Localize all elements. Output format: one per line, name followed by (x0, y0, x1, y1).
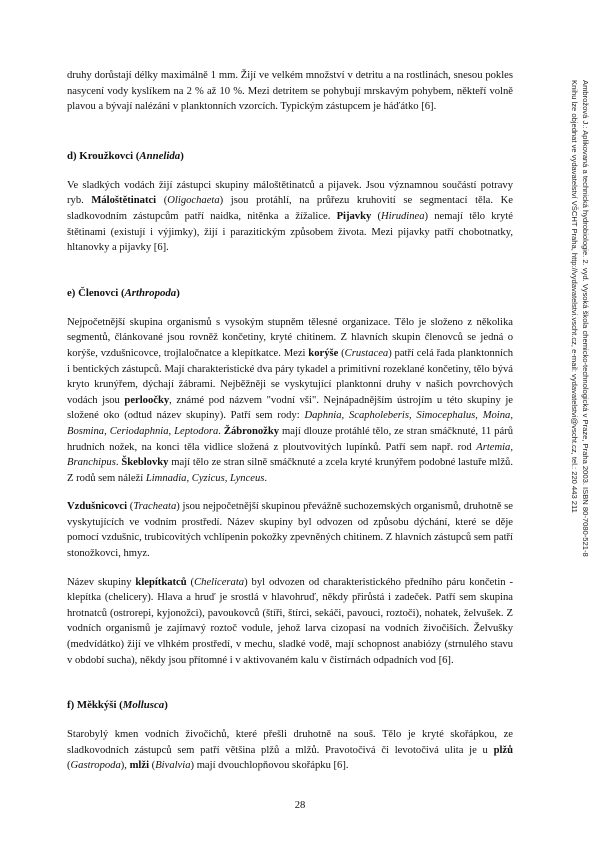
paragraph-annelida (67, 178, 513, 256)
text-run: mají dlouze protáhlé tělo, ze stran smáčknuté, 11 párů hrudních nožek, na konci těla vidlice složená z ploutvovitých lupínků. Patří sem např. rod (67, 425, 513, 453)
paragraph-chelicerata (67, 575, 513, 669)
text-run: . (115, 457, 122, 469)
section-heading-annelida (67, 149, 513, 164)
text-run: Název skupiny (67, 576, 136, 588)
paragraph-mollusca (67, 727, 513, 774)
order-info-line: Knihu lze objednat ve vydavatelství VŠCHT Praha, http://vydavatelstvi.vscht.cz, e-mail: vydavatelstvi@vscht.cz, tel.: 220 443 211 (570, 80, 579, 513)
text-run: ( (371, 210, 381, 222)
heading-text: f) Měkkýši ( (67, 699, 123, 712)
heading-text: ) (180, 149, 184, 162)
term-bold: Škeblovky (121, 457, 169, 469)
section-heading-arthropoda (67, 286, 513, 301)
heading-latin: Annelida (139, 149, 181, 162)
text-run: Ve sladkých vodách žijí zástupci skupiny máloštětinatců a pijavek. Jsou významnou součástí potravy ryb. (67, 179, 513, 207)
citation-line: Ambrožová J.: Aplikovaná a technická hydrobiologie. 2. vyd. Vysoká škola chemicko-technologická v Praze, Praha 2003. ISBN 80-7080-521-8 (581, 80, 590, 557)
text-run: , známé pod názvem "vodní vši". Nejnápadnějším ústrojím u této skupiny je složené oko (odtud název skupiny). Patří sem rody: (67, 394, 513, 422)
text-run: . (264, 472, 268, 484)
text-run: mají tělo ze stran silně smáčknuté a zcela kryté krunýřem podobné lastuře mlžů. Z rodů sem náleží (67, 457, 513, 484)
heading-text: ) (164, 699, 168, 712)
term-bold: Vzdušnicovci (67, 501, 128, 513)
heading-text: ) (176, 286, 180, 299)
text-run: ) nemají tělo kryté štětinami (existují i výjimky), žijí i parazitickým způsobem života. Mezi pijavky patří chobotnatky, hltanovky a pijavky [6]. (67, 210, 514, 254)
term-latin: Limnadia, Cyzicus, Lynceus (145, 472, 265, 484)
text-run: ( (149, 760, 156, 772)
intro-paragraph: druhy dorůstají délky maximálně 1 mm. Žijí ve velkém množství v detritu a na rostlinách, snesou pokles nasycení vody kyslíkem na 2 % až 10 %. Mezi detritem se pohybují mrskavým pohybem, někteří volně plavou a bývají nalézáni v planktonních vzorcích. Typickým zástupcem je háďátko [6]. (67, 70, 513, 113)
term-latin: Tracheata (133, 501, 177, 513)
section-heading-mollusca (67, 698, 513, 713)
heading-latin: Mollusca (122, 699, 165, 712)
term-bold: Máloštětinatci (91, 195, 157, 207)
heading-latin: Arthropoda (124, 286, 177, 299)
text-run: ( (67, 760, 71, 772)
text-run: ( (186, 576, 195, 588)
heading-text: e) Členovci ( (67, 286, 125, 299)
text-run: ) jsou protáhlí, na průřezu kruhovití se segmentací těla. Ke sladkovodním zástupcům patří naidka, nitěnka a žížalice. (67, 195, 513, 222)
text-run: Starobylý kmen vodních živočichů, které přešli druhotně na souš. Tělo je kryté skořápkou, ze sladkovodních zástupců sem patří většina plžů a mlžů. Pravotočivá či levotočivá ulita je u (67, 729, 513, 756)
term-bold: mlži (129, 760, 150, 772)
text-run: ) patří celá řada planktonních i bentických zástupců. Mají charakteristické dva páry tykadel a primitivní rozeklané končetiny, tělo bývá kryto krunýřem, dýchají žábrami. Nejběžněji se vyskytující planktonní druhy v našich povrchových vodách jsou (67, 347, 513, 406)
text-run: Nejpočetnější skupina organismů s vysokým stupněm tělesné organizace. Tělo je složeno z několika segmentů, článkované jsou rovněž končetiny, kryté chitinem. Z hlavních skupin členovců se jedná o korýše, vzdušnicovce, trojlaločnatce a klepítkatce. Mezi (67, 316, 513, 359)
term-latin: Crustacea (344, 347, 389, 359)
term-bold: Žábronožky (223, 425, 280, 437)
term-bold: klepítkatců (135, 576, 187, 588)
text-run: ( (338, 347, 345, 359)
term-latin: Gastropoda (70, 760, 121, 772)
text-run: . (218, 425, 224, 437)
term-latin: Chelicerata (194, 576, 245, 588)
paragraph-arthropoda (67, 315, 513, 487)
text-run: ) byl odvozen od charakteristického předního páru končetin - klepítka (chelicery). Hlava a hruď je srostlá v hlavohruď, někdy přirůstá i zadeček. Patří sem skupina hrotnatců (ostrorepi, kyjonožci), pavoukovců (štíři, štírci, sekáči, pavouci, roztoči), nohatek, želvušek. Z vodních organismů je zajímavý roztoč vodule, jehož larva cizopasí na vodních živočiších. Želvušky (medvídátko) žijí ve vlhkém prostředí, v mechu, sladké vodě, mají schopnost anabiózy (strnulého stavu v období sucha), někdy jsou přítomné i v aktivovaném kalu v čistírnách odpadních vod [6]. (67, 576, 513, 666)
term-bold: plžů (493, 744, 513, 756)
text-run: ), (120, 760, 130, 772)
term-latin: Daphnia, Scapholeberis, Simocephalus, Moina, Bosmina, Ceriodaphnia, Leptodora (67, 410, 513, 437)
text-run: ) jsou nejpočetnější skupinou převážně suchozemských organismů, druhotně se vyskytujících ve vodním prostředí. Název skupiny byl odvozen od způsobu dýchání, které se děje pomocí vzdušnic, trubicovitých vchlípenin pokožky zpevněných chitinem. Z hlavních zástupců sem patří stonožkovci, hmyz. (67, 501, 513, 560)
term-bold: perloočky (124, 394, 170, 406)
page-content (67, 68, 513, 774)
term-latin: Artemia, Branchipus (67, 441, 513, 469)
page-number: 28 (294, 800, 306, 811)
text-run: ( (156, 195, 168, 207)
term-latin: Oligochaeta (167, 195, 220, 207)
side-citation (553, 80, 591, 600)
heading-text: d) Kroužkovci ( (67, 149, 140, 162)
term-latin: Hirudinea (380, 210, 425, 222)
term-latin: Bivalvia (155, 760, 191, 772)
paragraph-tracheata (67, 499, 513, 561)
text-run: ) mají dvouchlopňovou skořápku [6]. (190, 760, 349, 772)
term-bold: Pijavky (336, 210, 372, 222)
text-run: ( (127, 501, 134, 513)
term-bold: korýše (308, 347, 339, 359)
